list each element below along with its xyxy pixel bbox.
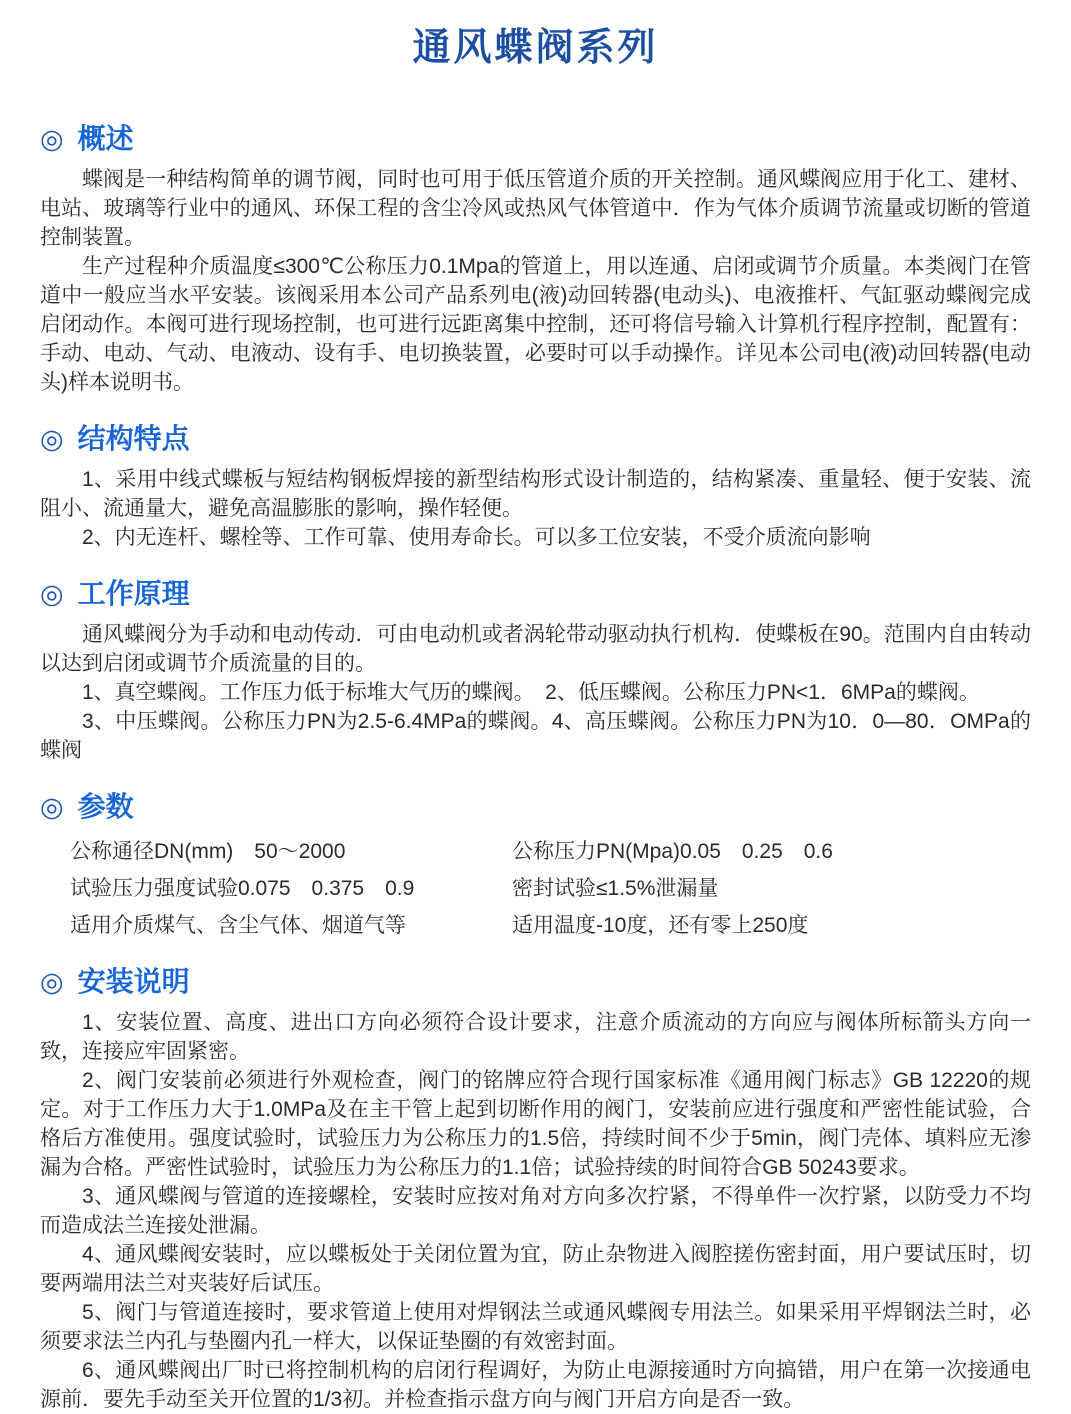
section-overview — [40, 119, 1031, 397]
bullseye-bullet-icon: ◎ — [40, 792, 64, 822]
installation-item-1: 1、安装位置、高度、进出口方向必须符合设计要求，注意介质流动的方向应与阀体所标箭头方向一致，连接应牢固紧密。 — [40, 1011, 1031, 1063]
installation-item-2: 2、阀门安装前必须进行外观检查，阀门的铭牌应符合现行国家标准《通用阀门标志》GB 12220的规定。对于工作压力大于1.0MPa及在主干管上起到切断作用的阀门，安装前应进行强度和严密性能试验，合格后方准使用。强度试验时，试验压力为公称压力的1.5倍，持续时间不少于5min，阀门壳体、填料应无渗漏为合格。严密性试验时，试验压力为公称压力的1.1倍；试验持续的时间符合GB 50243要求。 — [40, 1069, 1031, 1179]
overview-paragraph-2: 生产过程种介质温度≤300℃公称压力0.1Mpa的管道上，用以连通、启闭或调节介质量。本类阀门在管道中一般应当水平安装。该阀采用本公司产品系列电(液)动回转器(电动头)、电液推杆、气缸驱动蝶阀完成启闭动作。本阀可进行现场控制，也可进行远距离集中控制，还可将信号输入计算机行程序控制，配置有：手动、电动、气动、电液动、设有手、电切换装置，必要时可以手动操作。详见本公司电(液)动回转器(电动头)样本说明书。 — [40, 255, 1031, 394]
section-heading-label: 结构特点 — [77, 423, 190, 454]
section-installation — [40, 962, 1031, 1414]
section-heading-label: 概述 — [77, 123, 134, 154]
bullseye-bullet-icon: ◎ — [40, 124, 64, 154]
installation-item-4: 4、通风蝶阀安装时，应以蝶板处于关闭位置为宜，防止杂物进入阀腔搓伤密封面，用户要试压时，切要两端用法兰对夹装好后试压。 — [40, 1243, 1031, 1295]
section-heading-label: 参数 — [77, 791, 134, 822]
principle-paragraph: 通风蝶阀分为手动和电动传动．可由电动机或者涡轮带动驱动执行机构．使蝶板在90。范围内自由转动以达到启闭或调节介质流量的目的。 — [40, 623, 1031, 675]
param-nominal-pressure: 公称压力PN(Mpa)0.05 0.25 0.6 — [512, 840, 833, 863]
section-heading-overview — [40, 119, 1031, 159]
parameters-table — [40, 837, 1031, 940]
section-heading-label: 工作原理 — [77, 578, 190, 609]
param-applicable-media: 适用介质煤气、含尘气体、烟道气等 — [70, 914, 406, 937]
section-heading-principle — [40, 574, 1031, 614]
overview-paragraph-1: 蝶阀是一种结构简单的调节阀，同时也可用于低压管道介质的开关控制。通风蝶阀应用于化工、建材、电站、玻璃等行业中的通风、环保工程的含尘冷风或热风气体管道中．作为气体介质调节流量或切断的管道控制装置。 — [40, 168, 1031, 249]
section-parameters — [40, 787, 1031, 940]
features-item-2: 2、内无连杆、螺栓等、工作可靠、使用寿命长。可以多工位安装，不受介质流向影响 — [82, 526, 871, 549]
section-heading-features — [40, 419, 1031, 459]
param-test-pressure: 试验压力强度试验0.075 0.375 0.9 — [70, 877, 415, 900]
section-heading-parameters — [40, 787, 1031, 827]
section-principle — [40, 574, 1031, 765]
bullseye-bullet-icon: ◎ — [40, 424, 64, 454]
bullseye-bullet-icon: ◎ — [40, 967, 64, 997]
principle-types-line-1: 1、真空蝶阀。工作压力低于标堆大气历的蝶阀。 2、低压蝶阀。公称压力PN<1．6MPa的蝶阀。 — [82, 681, 980, 704]
section-features — [40, 419, 1031, 552]
page-title: 通风蝶阀系列 — [412, 27, 659, 69]
installation-item-3: 3、通风蝶阀与管道的连接螺栓，安装时应按对角对方向多次拧紧，不得单件一次拧紧，以防受力不均而造成法兰连接处泄漏。 — [40, 1185, 1031, 1237]
installation-item-6: 6、通风蝶阀出厂时已将控制机构的启闭行程调好，为防止电源接通时方向搞错，用户在第一次接通电源前．要先手动至关开位置的1/3初。并检查指示盘方向与阀门开启方向是否一致。 — [40, 1359, 1031, 1411]
param-nominal-diameter: 公称通径DN(mm) 50～2000 — [70, 840, 346, 863]
section-heading-label: 安装说明 — [77, 966, 190, 997]
param-applicable-temperature: 适用温度-10度，还有零上250度 — [512, 914, 809, 937]
features-item-1: 1、采用中线式蝶板与短结构钢板焊接的新型结构形式设计制造的，结构紧凑、重量轻、便于安装、流阻小、流通量大，避免高温膨胀的影响，操作轻便。 — [40, 468, 1031, 520]
section-heading-installation — [40, 962, 1031, 1002]
principle-types-line-2: 3、中压蝶阀。公称压力PN为2.5-6.4MPa的蝶阀。4、高压蝶阀。公称压力PN为10．0—80．OMPa的蝶阀 — [40, 710, 1031, 762]
bullseye-bullet-icon: ◎ — [40, 579, 64, 609]
installation-item-5: 5、阀门与管道连接时，要求管道上使用对焊钢法兰或通风蝶阀专用法兰。如果采用平焊钢法兰时，必须要求法兰内孔与垫圈内孔一样大，以保证垫圈的有效密封面。 — [40, 1301, 1031, 1353]
param-seal-test: 密封试验≤1.5%泄漏量 — [512, 877, 719, 900]
